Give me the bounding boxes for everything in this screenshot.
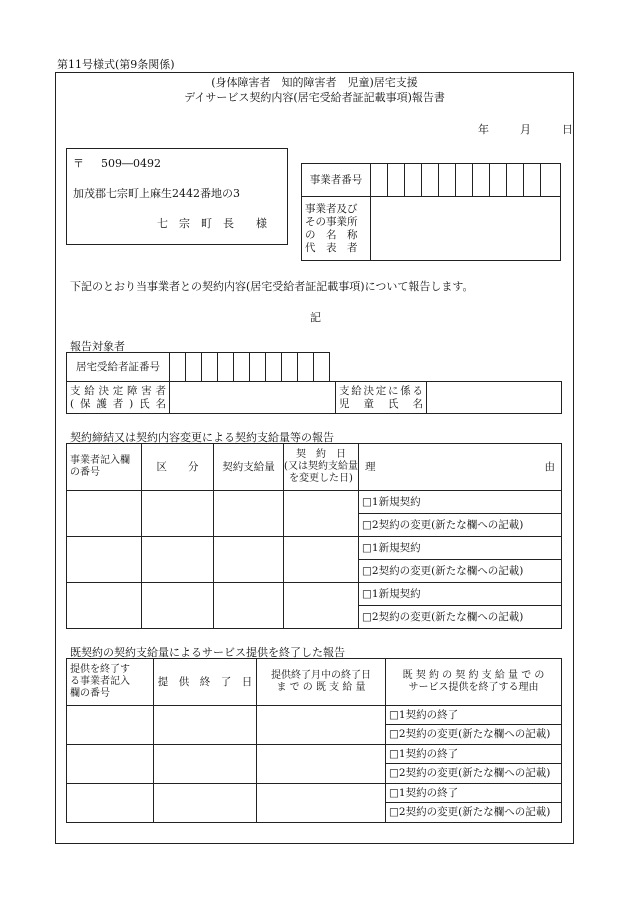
s1-reason-new[interactable]: □1新規契約 (359, 537, 562, 560)
address-box (66, 148, 288, 245)
recipient: 七 宗 町 長 様 (157, 217, 267, 230)
s1-cell[interactable] (214, 537, 284, 583)
s1-col-category: 区 分 (142, 444, 214, 491)
s1-col-number: 事業者記入欄の番号 (67, 444, 142, 491)
s1-col-date-line: (又は契約支給量 (284, 461, 358, 472)
s2-cell[interactable] (257, 706, 386, 745)
provider-number-cell[interactable] (388, 164, 405, 197)
provider-name-label (302, 197, 371, 261)
cert-cell[interactable] (250, 353, 266, 382)
provider-number-label: 事業者番号 (302, 164, 371, 197)
person-table (66, 381, 562, 414)
ki-label: 記 (310, 311, 321, 324)
cert-cell[interactable] (202, 353, 218, 382)
cert-cell[interactable] (170, 353, 186, 382)
s1-reason-new[interactable]: □1新規契約 (359, 583, 562, 606)
s1-cell[interactable] (214, 583, 284, 629)
date-month: 月 (520, 123, 531, 136)
section2-heading: 既契約の契約支給量によるサービス提供を終了した報告 (70, 646, 345, 659)
date-day: 日 (562, 123, 573, 136)
cert-cell[interactable] (282, 353, 298, 382)
s2-reason-end[interactable]: □1契約の終了 (386, 706, 562, 725)
provider-number-cell[interactable] (507, 164, 524, 197)
s2-col-number-line: 提供を終了す (70, 664, 130, 675)
provider-label-line: の 名 称 (305, 228, 358, 241)
provider-number-cell[interactable] (473, 164, 490, 197)
s1-col-amount: 契約支給量 (214, 444, 284, 491)
postal-code: 509―0492 (101, 157, 161, 170)
s1-cell[interactable] (284, 583, 359, 629)
s2-col-end-date: 提 供 終 了 日 (154, 659, 257, 706)
provider-number-cell[interactable] (422, 164, 439, 197)
cert-cell[interactable] (266, 353, 282, 382)
child-label-line: 児 童 氏 名 (339, 397, 423, 410)
section1-heading: 契約締結又は契約内容変更による契約支給量等の報告 (70, 431, 334, 444)
provider-number-cell[interactable] (541, 164, 561, 197)
s2-cell[interactable] (67, 706, 154, 745)
s1-col-date (284, 444, 359, 491)
s1-cell[interactable] (142, 583, 214, 629)
date-year: 年 (478, 123, 489, 136)
s2-col-reason-line: 既 契 約 の 契 約 支 給 量 で の (402, 670, 545, 681)
cert-label: 居宅受給者証番号 (67, 353, 170, 382)
decided-label-line: 支給決定障害者 (70, 384, 166, 397)
subject-heading: 報告対象者 (70, 340, 125, 353)
s1-cell[interactable] (67, 491, 142, 537)
title-line-1: (身体障害者 知的障害者 児童)居宅支援 (211, 76, 418, 89)
s2-cell[interactable] (154, 745, 257, 784)
s2-cell[interactable] (67, 745, 154, 784)
cert-cell[interactable] (234, 353, 250, 382)
cert-cell[interactable] (314, 353, 330, 382)
decided-name-field[interactable] (170, 382, 336, 414)
s2-col-supplied-line: 提供終了月中の終了日 (271, 670, 371, 681)
s1-col-reason (359, 444, 562, 491)
s1-cell[interactable] (142, 491, 214, 537)
s1-reason-new[interactable]: □1新規契約 (359, 491, 562, 514)
s1-col-date-line: を変更した日) (289, 473, 353, 484)
provider-number-cell[interactable] (456, 164, 473, 197)
cert-cell[interactable] (218, 353, 234, 382)
s1-col-date-line: 契 約 日 (296, 449, 346, 460)
intro-text: 下記のとおり当事業者との契約内容(居宅受給者証記載事項)について報告します。 (70, 280, 474, 293)
cert-cell[interactable] (298, 353, 314, 382)
s2-cell[interactable] (67, 784, 154, 823)
cert-table (66, 352, 330, 382)
section2-table (66, 658, 562, 823)
s1-cell[interactable] (284, 537, 359, 583)
child-name-field[interactable] (427, 382, 562, 414)
s1-cell[interactable] (142, 537, 214, 583)
decided-label (67, 382, 170, 414)
provider-number-cell[interactable] (524, 164, 541, 197)
postal-line (73, 155, 161, 171)
s1-reason-change[interactable]: □2契約の変更(新たな欄への記載) (359, 606, 562, 629)
s2-reason-end[interactable]: □1契約の終了 (386, 745, 562, 764)
s1-cell[interactable] (214, 491, 284, 537)
form-number: 第11号様式(第9条関係) (57, 58, 175, 71)
provider-label-line: その事業所 (305, 215, 358, 228)
s2-reason-change[interactable]: □2契約の変更(新たな欄への記載) (386, 803, 562, 823)
child-label (336, 382, 427, 414)
s2-col-supplied (257, 659, 386, 706)
decided-label-line: (保護者)氏名 (70, 397, 166, 410)
provider-label-line: 事業者及び (305, 202, 358, 215)
provider-number-cell[interactable] (405, 164, 422, 197)
s1-reason-change[interactable]: □2契約の変更(新たな欄への記載) (359, 514, 562, 537)
s2-cell[interactable] (257, 745, 386, 784)
provider-number-cell[interactable] (490, 164, 507, 197)
title-line-2: デイサービス契約内容(居宅受給者証記載事項)報告書 (184, 91, 445, 104)
s2-cell[interactable] (154, 706, 257, 745)
s1-col-reason-b: 由 (544, 460, 555, 473)
s1-reason-change[interactable]: □2契約の変更(新たな欄への記載) (359, 560, 562, 583)
s2-col-reason (386, 659, 562, 706)
section1-table (66, 443, 562, 629)
s2-reason-change[interactable]: □2契約の変更(新たな欄への記載) (386, 725, 562, 745)
date-line (478, 121, 573, 137)
provider-number-cell[interactable] (439, 164, 456, 197)
s2-col-supplied-line: ま で の 既 支 給 量 (276, 682, 366, 693)
s1-cell[interactable] (284, 491, 359, 537)
s2-reason-change[interactable]: □2契約の変更(新たな欄への記載) (386, 764, 562, 784)
s1-cell[interactable] (67, 583, 142, 629)
provider-label-line: 代 表 者 (305, 241, 358, 254)
s2-col-number-line: る事業者記入 (70, 676, 130, 687)
provider-table (301, 163, 561, 261)
cert-cell[interactable] (186, 353, 202, 382)
s2-col-reason-line: サービス提供を終了する理由 (408, 682, 539, 693)
s2-cell[interactable] (257, 784, 386, 823)
postal-mark: 〒 (73, 157, 84, 170)
provider-number-cell[interactable] (371, 164, 388, 197)
s2-col-number (67, 659, 154, 706)
s2-reason-end[interactable]: □1契約の終了 (386, 784, 562, 803)
child-label-line: 支給決定に係る (339, 384, 423, 397)
s2-col-number-line: 欄の番号 (70, 688, 110, 699)
address-text: 加茂郡七宗町上麻生2442番地の3 (73, 187, 240, 200)
s1-cell[interactable] (67, 537, 142, 583)
provider-name-field[interactable] (371, 197, 561, 261)
s1-col-reason-a: 理 (365, 460, 376, 473)
s2-cell[interactable] (154, 784, 257, 823)
